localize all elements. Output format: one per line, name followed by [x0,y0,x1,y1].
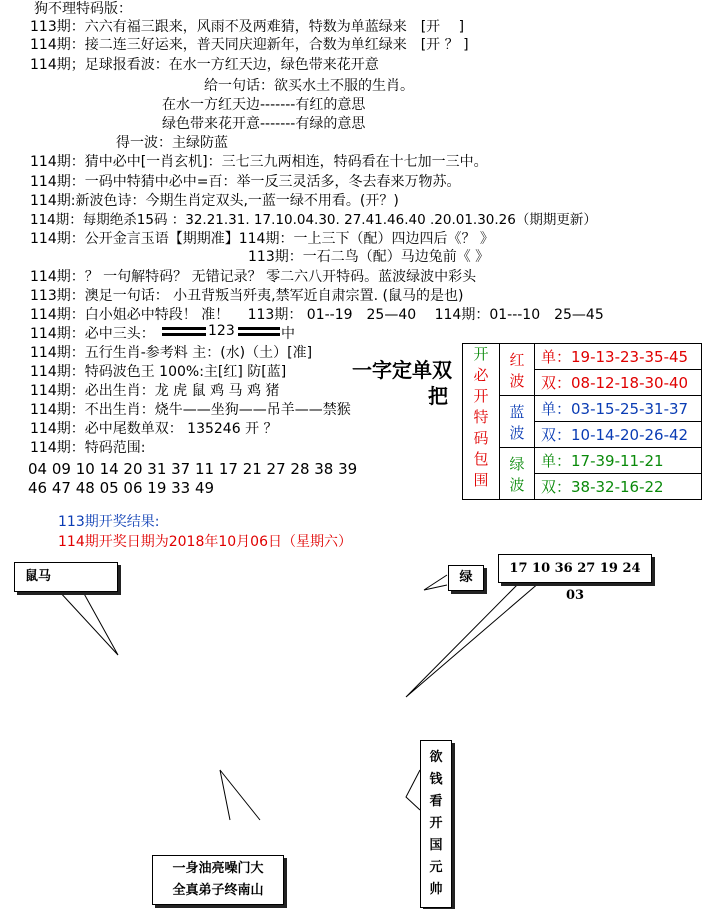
content-line: 给一句话：欲买水土不服的生肖。 [204,78,414,94]
result-line-1: 113期开奖结果: [58,514,160,530]
content-line: 114期：公开金言玉语【期期准】114期：一上三下（配）四边四后《？ 》 [30,231,494,247]
content-line: 114期：白小姐必中特段！ 准！ 113期： 01--19 25—40 114期：01---10 25—45 [30,307,604,323]
box-title-char: 开 [473,387,489,405]
callout-bottom [152,855,284,905]
three-heads-value: 123 [208,323,235,339]
content-line: 113期：六六有福三跟来，风雨不及两难猜，特数为单蓝绿来 [开 ] [30,19,465,35]
vertical-char: 国 [429,838,443,853]
content-line: 114期；足球报看波：在水一方红天边，绿色带来花开意 [30,57,379,73]
callout-lv: 绿 [448,565,484,591]
wave-numbers: 19-13-23-35-45 [571,348,689,366]
parity-label: 双： [541,478,572,496]
callout-bottom-line2: 全真弟子终南山 [172,883,264,898]
wave-numbers: 10-14-20-26-42 [571,426,689,444]
side-title: 一字定单双 [352,358,452,382]
vertical-char: 钱 [429,772,443,787]
page-title: 狗不理特码版： [34,1,132,17]
content-line: 114期:新波色诗：今期生肖定双头,一蓝一绿不用看。(开？) [30,193,399,209]
vertical-char: 元 [429,860,443,875]
content-line: 得一波：主绿防蓝 [116,135,228,151]
content-line: 114期：一码中特猜中必中=百：举一反三灵活多，冬去春来万物苏。 [30,174,461,190]
vertical-char: 帅 [429,882,443,897]
parity-label: 双： [541,374,572,392]
box-title-char: 码 [473,429,489,447]
vertical-char: 开 [429,816,443,831]
content-line: 绿色带来花开意-------有绿的意思 [162,116,366,132]
callout-numbers: 17 10 36 27 19 24 03 [498,554,652,583]
content-line: 114期：五行生肖-参考料 主：(水)（土）[准] [30,345,313,361]
callout-shuma: 鼠马 [14,562,118,592]
wave-numbers: 17-39-11-21 [571,452,664,470]
content-line: 114期：不出生肖：烧牛——坐狗——吊羊——禁猴 [30,402,351,418]
parity-label: 双： [541,426,572,444]
wave-numbers: 08-12-18-30-40 [571,374,689,392]
content-line: 114期：猜中必中[一肖玄机]：三七三九两相连，特码看在十七加一三中。 [30,154,488,170]
content-line: 114期：特码范围: [30,440,146,456]
content-line: 114期：必中三头： [30,326,155,342]
box-title-char: 必 [473,366,489,384]
parity-label: 单： [541,452,572,470]
content-line: 114期：每期绝杀15码 ：32.21.31. 17.10.04.30. 27.41.46.40 .20.01.30.26（期期更新） [30,212,597,228]
content-line: 114期：？ 一句解特码？ 无错记录？ 零二六八开特码。蓝波绿波中彩头 [30,269,477,285]
parity-label: 单： [541,348,572,366]
parity-label: 单： [541,400,572,418]
content-line: 113期：澳足一句话： 小丑背叛当歼夷,禁军近自肃宗置. (鼠马的是也) [30,288,464,304]
side-title-2: 把 [428,384,448,408]
wave-numbers: 38-32-16-22 [571,478,664,496]
wave-numbers: 03-15-25-31-37 [571,400,689,418]
wave-label: 红波 [500,344,535,396]
content-line: 04 09 10 14 20 31 37 11 17 21 27 28 38 39 [28,460,358,478]
content-line: 在水一方红天边-------有红的意思 [162,97,366,113]
vertical-char: 欲 [429,750,443,765]
box-title-char: 开 [473,345,489,363]
content-line: 114期：必中尾数单双： 135246 开 ？ [30,421,278,437]
wave-label: 蓝波 [500,396,535,448]
result-line-2: 114期开奖日期为2018年10月06日（星期六） [58,534,352,550]
content-line: 114期：接二连三好运来，普天同庆迎新年，合数为单红绿来 [开 ？ ] [30,37,469,53]
content-line: 114期：必出生肖：龙 虎 鼠 鸡 马 鸡 猪 [30,383,280,399]
content-line: 46 47 48 05 06 19 33 49 [28,479,215,497]
wave-label: 绿波 [500,448,535,500]
box-title-char: 特 [473,408,489,426]
three-heads-end: 中 [281,326,295,342]
box-title-char: 围 [473,471,489,489]
content-line: 114期：特码波色王 100%:主[红] 防[蓝] [30,364,287,380]
callout-bottom-line1: 一身油亮噪门大 [172,861,264,876]
box-title-char: 包 [473,450,489,468]
vertical-char: 看 [429,794,443,809]
content-line: 113期：一石二鸟（配）马边兔前《 》 [248,249,490,265]
callout-vertical [420,740,452,908]
